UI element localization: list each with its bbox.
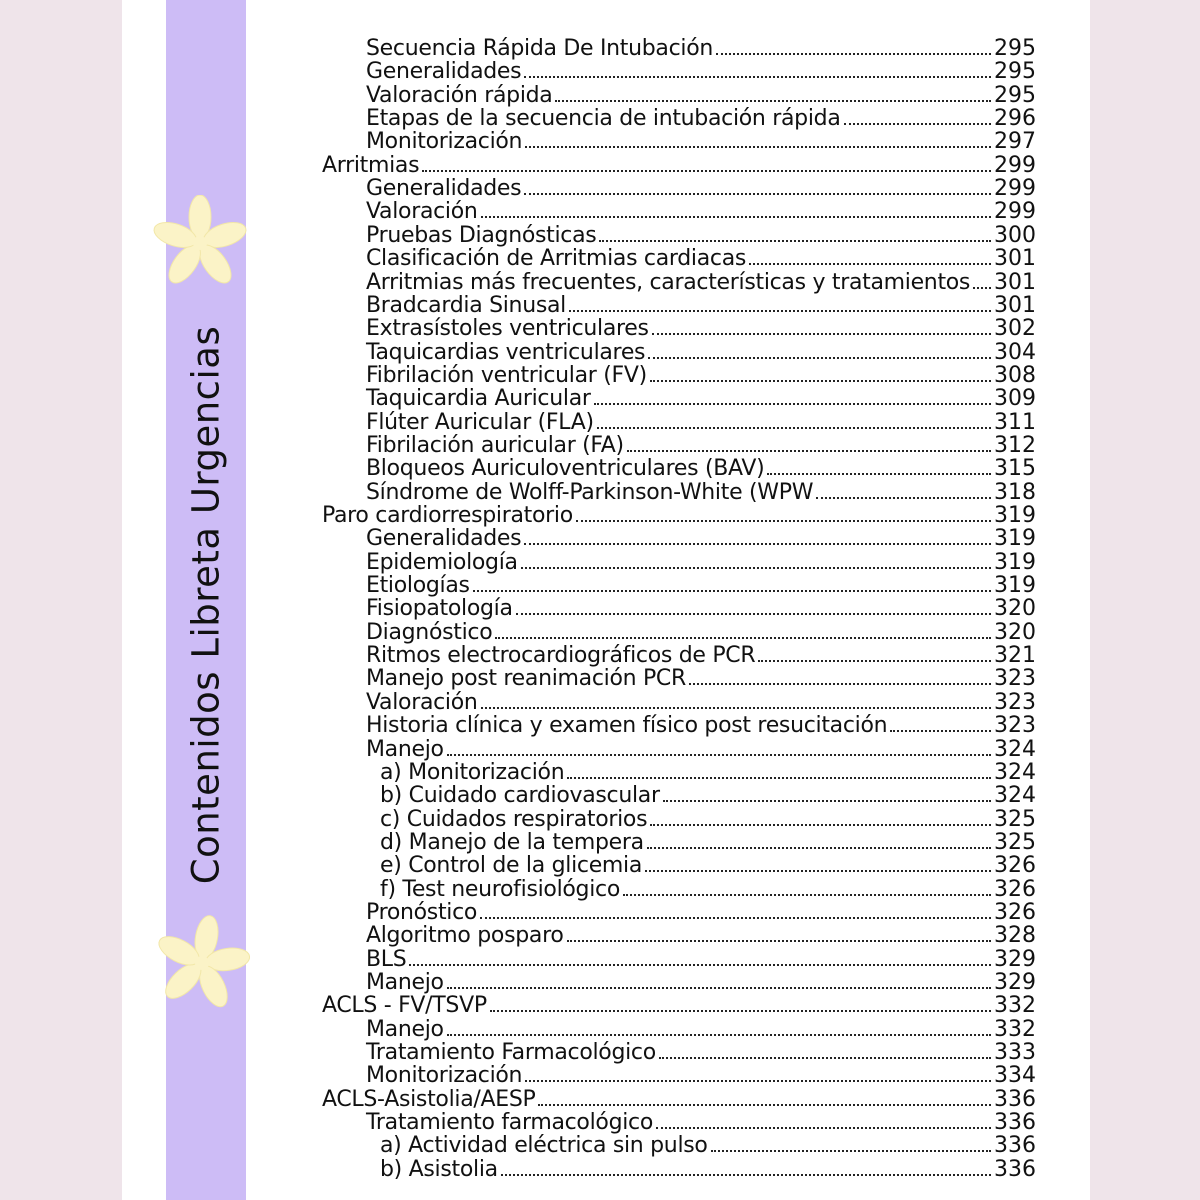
toc-entry-label: ACLS - FV/TSVP — [322, 993, 487, 1019]
toc-entry-page: 325 — [994, 806, 1036, 832]
toc-entry-page: 295 — [994, 59, 1036, 85]
toc-entry-page: 324 — [994, 759, 1036, 785]
dot-leader — [816, 497, 991, 499]
toc-entry[interactable] — [366, 247, 1036, 271]
toc-entry[interactable] — [366, 200, 1036, 224]
toc-entry-label: a) Monitorización — [380, 759, 565, 785]
toc-entry[interactable] — [366, 574, 1036, 598]
toc-entry[interactable] — [380, 808, 1036, 832]
toc-entry[interactable] — [366, 1041, 1036, 1065]
dot-leader — [447, 1034, 991, 1036]
toc-entry-page: 326 — [994, 899, 1036, 925]
toc-entry-page: 319 — [994, 549, 1036, 575]
toc-entry-label: f) Test neurofisiológico — [380, 876, 620, 902]
toc-entry[interactable] — [366, 224, 1036, 248]
toc-entry-page: 320 — [994, 619, 1036, 645]
dot-leader — [650, 824, 991, 826]
toc-entry[interactable] — [366, 317, 1036, 341]
dot-leader — [656, 1127, 991, 1129]
dot-leader — [524, 193, 991, 195]
toc-entry-label: Flúter Auricular (FLA) — [366, 409, 594, 435]
toc-entry-label: Epidemiología — [366, 549, 518, 575]
toc-entry-label: d) Manejo de la tempera — [380, 829, 644, 855]
toc-entry-label: Tratamiento Farmacológico — [366, 1040, 656, 1066]
toc-entry[interactable] — [366, 597, 1036, 621]
dot-leader — [623, 894, 991, 896]
toc-entry-label: Valoración — [366, 199, 478, 225]
dot-leader — [648, 357, 991, 359]
toc-entry-label: b) Cuidado cardiovascular — [380, 783, 660, 809]
toc-entry[interactable] — [366, 1111, 1036, 1135]
toc-entry-label: Manejo — [366, 1016, 444, 1042]
toc-entry-page: 324 — [994, 783, 1036, 809]
toc-entry-label: Algoritmo posparo — [366, 923, 564, 949]
dot-leader — [524, 543, 991, 545]
toc-entry-label: Valoración rápida — [366, 82, 553, 108]
toc-entry-page: 309 — [994, 386, 1036, 412]
toc-entry[interactable] — [366, 481, 1036, 505]
toc-entry-label: Tratamiento farmacológico — [366, 1110, 653, 1136]
toc-entry-label: Clasificación de Arritmias cardiacas — [366, 246, 747, 272]
dot-leader — [567, 777, 991, 779]
toc-entry-page: 296 — [994, 106, 1036, 132]
toc-entry[interactable] — [366, 971, 1036, 995]
toc-entry-label: Generalidades — [366, 59, 522, 85]
toc-entry-label: Generalidades — [366, 176, 522, 202]
toc-entry-page: 332 — [994, 1016, 1036, 1042]
toc-entry-label: Historia clínica y examen físico post resucitación — [366, 713, 888, 739]
flower-icon — [154, 915, 250, 1011]
toc-entry-page: 336 — [994, 1156, 1036, 1182]
toc-entry-label: Pruebas Diagnósticas — [366, 222, 597, 248]
dot-leader — [594, 403, 991, 405]
toc-entry[interactable] — [366, 924, 1036, 948]
toc-entry-label: Bradcardia Sinusal — [366, 292, 566, 318]
toc-entry-label: Pronóstico — [366, 899, 478, 925]
toc-entry[interactable] — [366, 434, 1036, 458]
toc-entry[interactable] — [366, 84, 1036, 108]
toc-entry-page: 300 — [994, 222, 1036, 248]
toc-entry-label: Fisiopatología — [366, 596, 513, 622]
dot-leader — [597, 427, 991, 429]
toc-entry-page: 299 — [994, 199, 1036, 225]
toc-entry[interactable] — [366, 714, 1036, 738]
toc-entry-page: 336 — [994, 1110, 1036, 1136]
dot-leader — [490, 1010, 991, 1012]
toc-entry-page: 299 — [994, 176, 1036, 202]
dot-leader — [481, 216, 991, 218]
dot-leader — [473, 590, 991, 592]
toc-entry-label: Fibrilación auricular (FA) — [366, 432, 624, 458]
dot-leader — [567, 940, 991, 942]
toc-entry-page: 319 — [994, 503, 1036, 528]
toc-entry[interactable] — [366, 411, 1036, 435]
toc-entry-label: Etapas de la secuencia de intubación rápida — [366, 106, 841, 132]
toc-entry-label: b) Asistolia — [380, 1156, 498, 1182]
dot-leader — [647, 847, 991, 849]
toc-entry-page: 336 — [994, 1086, 1036, 1112]
dot-leader — [650, 380, 991, 382]
dot-leader — [599, 240, 991, 242]
dot-leader — [409, 964, 991, 966]
toc-entry-page: 326 — [994, 853, 1036, 879]
toc-entry[interactable] — [366, 387, 1036, 411]
toc-entry[interactable] — [366, 667, 1036, 691]
dot-leader — [767, 473, 991, 475]
toc-entry-page: 315 — [994, 456, 1036, 482]
toc-entry-label: Diagnóstico — [366, 619, 493, 645]
toc-entry-page: 308 — [994, 362, 1036, 388]
toc-entry-page: 334 — [994, 1063, 1036, 1089]
toc-entry[interactable] — [380, 878, 1036, 902]
toc-entry-page: 328 — [994, 923, 1036, 949]
toc-entry-label: Secuencia Rápida De Intubación — [366, 36, 714, 61]
toc-entry[interactable] — [380, 1158, 1036, 1182]
toc-entry-label: Ritmos electrocardiográficos de PCR — [366, 643, 756, 669]
dot-leader — [555, 100, 991, 102]
toc-entry[interactable] — [366, 1064, 1036, 1088]
dot-leader — [569, 310, 991, 312]
toc-entry-page: 324 — [994, 736, 1036, 762]
toc-entry-label: Extrasístoles ventriculares — [366, 316, 649, 342]
toc-entry[interactable] — [366, 457, 1036, 481]
toc-entry-label: Monitorización — [366, 1063, 523, 1089]
toc-entry-page: 325 — [994, 829, 1036, 855]
dot-leader — [890, 730, 991, 732]
toc-entry-page: 319 — [994, 573, 1036, 599]
dot-leader — [447, 754, 991, 756]
dot-leader — [716, 53, 991, 55]
toc-entry-label: Arritmias más frecuentes, características y tratamientos — [366, 269, 971, 295]
toc-entry-label: Fibrilación ventricular (FV) — [366, 362, 647, 388]
toc-entry[interactable] — [366, 60, 1036, 84]
toc-entry-page: 319 — [994, 526, 1036, 552]
toc-entry-page: 301 — [994, 269, 1036, 295]
toc-entry-label: Monitorización — [366, 129, 523, 155]
toc-entry-page: 321 — [994, 643, 1036, 669]
toc-entry-page: 318 — [994, 479, 1036, 505]
dot-leader — [844, 123, 991, 125]
toc-entry-page: 295 — [994, 82, 1036, 108]
toc-entry-page: 304 — [994, 339, 1036, 365]
dot-leader — [711, 1150, 991, 1152]
dot-leader — [749, 263, 991, 265]
toc-entry-label: Manejo — [366, 970, 444, 995]
toc-entry[interactable] — [366, 621, 1036, 645]
dot-leader — [524, 76, 991, 78]
toc-entry-label: BLS — [366, 946, 407, 972]
dot-leader — [659, 1057, 991, 1059]
toc-entry-label: Manejo post reanimación PCR — [366, 666, 686, 692]
dot-leader — [422, 170, 991, 172]
toc-entry-page: 301 — [994, 246, 1036, 272]
toc-entry[interactable] — [380, 784, 1036, 808]
toc-entry-label: Manejo — [366, 736, 444, 762]
dot-leader — [501, 1174, 991, 1176]
toc-entry-label: Síndrome de Wolff-Parkinson-White (WPW — [366, 479, 814, 505]
toc-entry-page: 326 — [994, 876, 1036, 902]
toc-entry-page: 336 — [994, 1133, 1036, 1159]
toc-entry-label: Generalidades — [366, 526, 522, 552]
toc-entry[interactable] — [366, 107, 1036, 131]
toc-entry-page: 332 — [994, 993, 1036, 1019]
toc-entry-label: a) Actividad eléctrica sin pulso — [380, 1133, 708, 1159]
toc-entry[interactable] — [366, 948, 1036, 972]
toc-entry-page: 323 — [994, 666, 1036, 692]
toc-entry[interactable] — [366, 551, 1036, 575]
toc-entry-page: 329 — [994, 946, 1036, 972]
toc-entry-label: Bloqueos Auriculoventriculares (BAV) — [366, 456, 765, 482]
dot-leader — [525, 1080, 991, 1082]
dot-leader — [689, 683, 991, 685]
toc-entry-page: 297 — [994, 129, 1036, 155]
toc-entry-label: e) Control de la glicemia — [380, 853, 643, 879]
toc-entry[interactable] — [380, 854, 1036, 878]
toc-entry[interactable] — [380, 1134, 1036, 1158]
toc-entry-page: 302 — [994, 316, 1036, 342]
toc-entry-page: 299 — [994, 152, 1036, 178]
toc-entry[interactable] — [322, 1088, 1036, 1112]
dot-leader — [481, 707, 991, 709]
toc-entry[interactable] — [366, 527, 1036, 551]
toc-entry-page: 323 — [994, 689, 1036, 715]
toc-entry[interactable] — [366, 691, 1036, 715]
toc-entry-label: Paro cardiorrespiratorio — [322, 503, 573, 528]
toc-entry-page: 311 — [994, 409, 1036, 435]
dot-leader — [480, 917, 991, 919]
toc-entry-page: 333 — [994, 1040, 1036, 1066]
dot-leader — [447, 987, 991, 989]
toc-entry-label: Etiologías — [366, 573, 470, 599]
toc-entry-page: 323 — [994, 713, 1036, 739]
dot-leader — [521, 567, 991, 569]
toc-entry[interactable] — [322, 504, 1036, 528]
toc-entry-page: 301 — [994, 292, 1036, 318]
dot-leader — [576, 520, 991, 522]
toc-entry[interactable] — [366, 294, 1036, 318]
toc-entry-page: 320 — [994, 596, 1036, 622]
toc-entry[interactable] — [366, 271, 1036, 295]
toc-entry-label: c) Cuidados respiratorios — [380, 806, 648, 832]
toc-entry-page: 329 — [994, 970, 1036, 995]
dot-leader — [645, 870, 991, 872]
dot-leader — [652, 333, 991, 335]
toc-entry-label: Valoración — [366, 689, 478, 715]
flower-icon — [152, 195, 248, 291]
toc-entry[interactable] — [380, 831, 1036, 855]
dot-leader — [495, 637, 991, 639]
toc-entry-label: Taquicardia Auricular — [366, 386, 591, 412]
sidebar-title: Contenidos Libreta Urgencias — [184, 325, 228, 885]
dot-leader — [516, 613, 991, 615]
toc-entry[interactable] — [366, 177, 1036, 201]
dot-leader — [627, 450, 991, 452]
toc-entry[interactable] — [366, 901, 1036, 925]
toc-entry-label: Taquicardias ventriculares — [366, 339, 646, 365]
dot-leader — [973, 287, 991, 289]
toc-entry-page: 312 — [994, 432, 1036, 458]
toc-entry[interactable] — [366, 37, 1036, 61]
toc-entry[interactable] — [366, 738, 1036, 762]
dot-leader — [758, 660, 991, 662]
toc-entry-page: 295 — [994, 36, 1036, 61]
toc-entry[interactable] — [366, 341, 1036, 365]
dot-leader — [538, 1104, 991, 1106]
toc-entry[interactable] — [380, 761, 1036, 785]
toc-entry[interactable] — [366, 1018, 1036, 1042]
toc-entry[interactable] — [366, 644, 1036, 668]
dot-leader — [525, 146, 991, 148]
toc-entry[interactable] — [366, 364, 1036, 388]
toc-entry-label: Arritmias — [322, 152, 420, 178]
toc-entry-label: ACLS-Asistolia/AESP — [322, 1086, 536, 1112]
dot-leader — [663, 800, 991, 802]
toc-entry[interactable] — [322, 994, 1036, 1018]
toc-entry[interactable] — [322, 154, 1036, 178]
toc-entry[interactable] — [366, 130, 1036, 154]
